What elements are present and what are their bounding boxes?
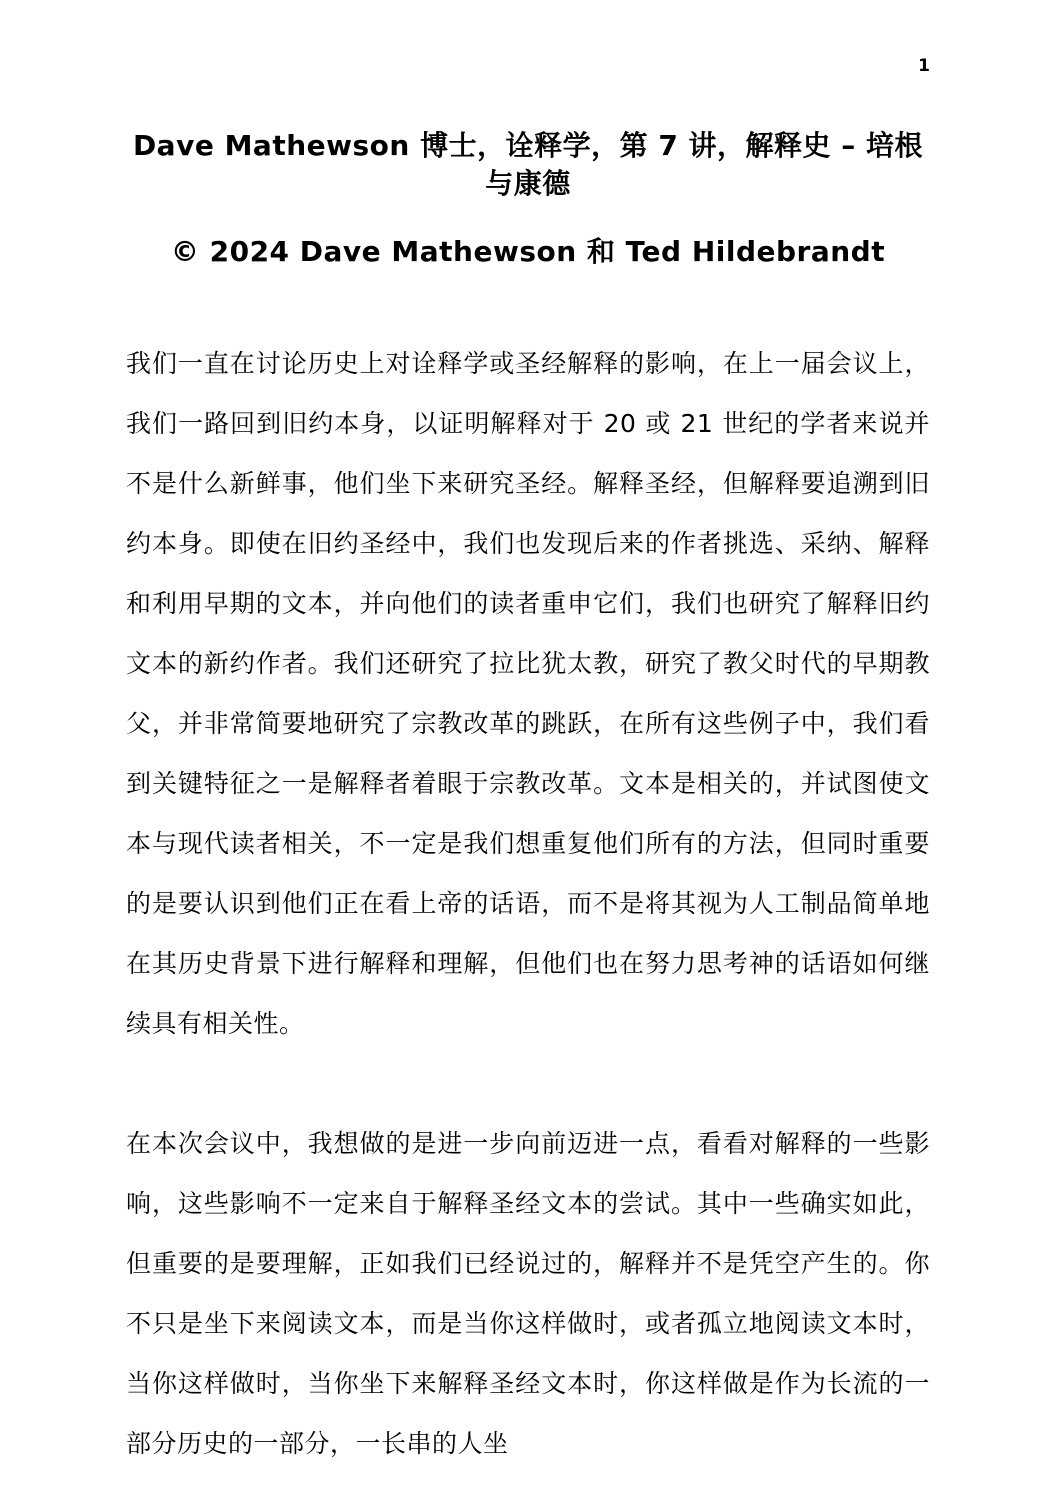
page-number: 1 bbox=[918, 56, 930, 76]
document-copyright-line: © 2024 Dave Mathewson 和 Ted Hildebrandt bbox=[170, 234, 886, 268]
document-body bbox=[126, 334, 930, 1474]
paragraph-1: 我们一直在讨论历史上对诠释学或圣经解释的影响，在上一届会议上，我们一路回到旧约本身，以证明解释对于 20 或 21 世纪的学者来说并不是什么新鲜事，他们坐下来研究圣经。解释圣经，但解释要追溯到旧约本身。即使在旧约圣经中，我们也发现后来的作者挑选、采纳、解释和利用早期的文本，并向他们的读者重申它们，我们也研究了解释旧约文本的新约作者。我们还研究了拉比犹太教，研究了教父时代的早期教父，并非常简要地研究了宗教改革的跳跃，在所有这些例子中，我们看到关键特征之一是解释者着眼于宗教改革。文本是相关的，并试图使文本与现代读者相关，不一定是我们想重复他们所有的方法，但同时重要的是要认识到他们正在看上帝的话语，而不是将其视为人工制品简单地在其历史背景下进行解释和理解，但他们也在努力思考神的话语如何继续具有相关性。 bbox=[126, 349, 930, 1039]
document-title: Dave Mathewson 博士，诠释学，第 7 讲，解释史 – 培根与康德 bbox=[132, 129, 924, 200]
paragraph-2: 在本次会议中，我想做的是进一步向前迈进一点，看看对解释的一些影响，这些影响不一定来自于解释圣经文本的尝试。其中一些确实如此，但重要的是要理解，正如我们已经说过的，解释并不是凭空产生的。你不只是坐下来阅读文本，而是当你这样做时，或者孤立地阅读文本时，当你这样做时，当你坐下来解释圣经文本时，你这样做是作为长流的一部分历史的一部分，一长串的人坐 bbox=[126, 1129, 930, 1459]
